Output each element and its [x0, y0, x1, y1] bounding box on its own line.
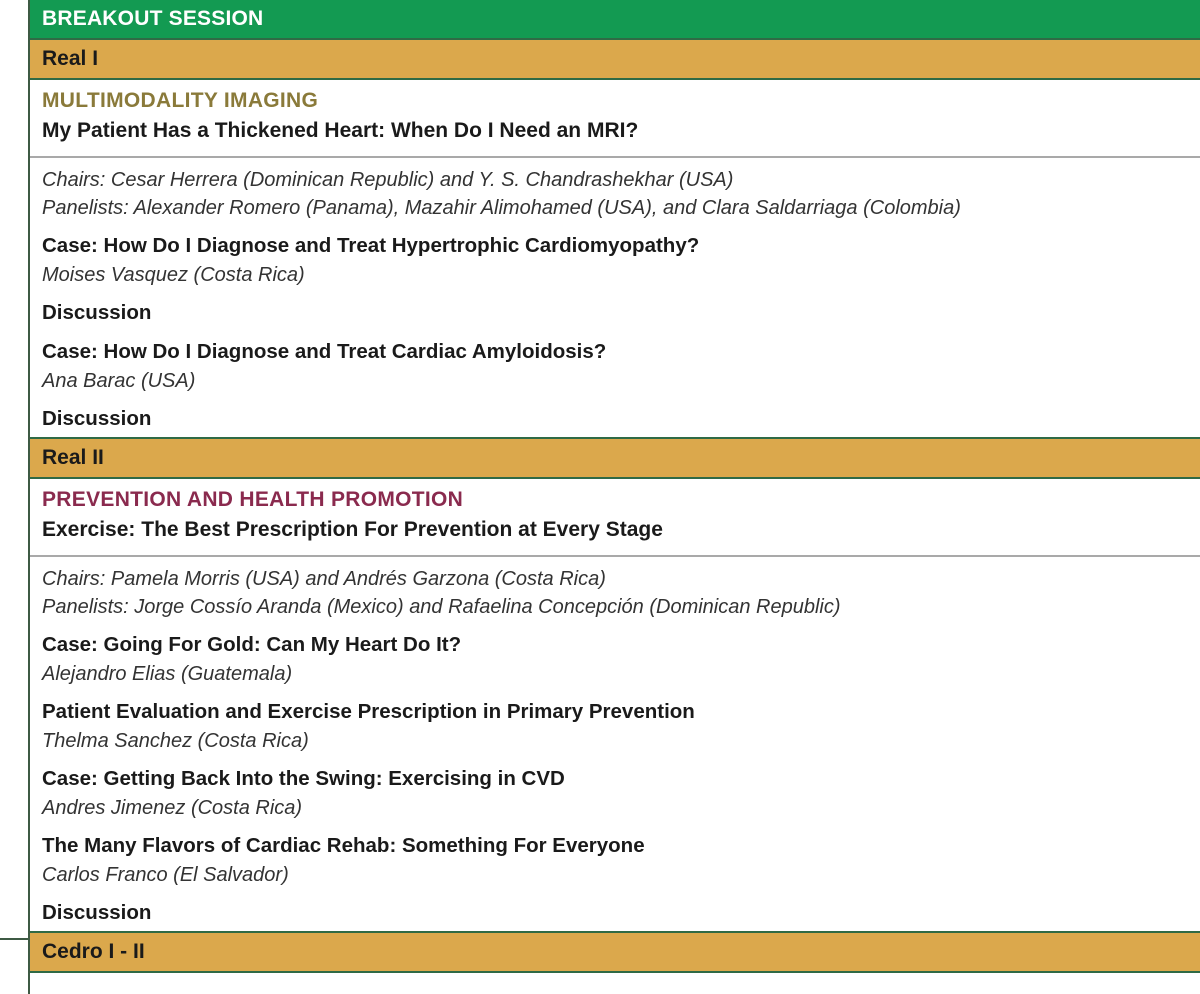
agenda-item-speaker: Moises Vasquez (Costa Rica) [42, 264, 305, 286]
session-category: PREVENTION AND HEALTH PROMOTION [42, 488, 464, 511]
session-banner: BREAKOUT SESSION [30, 0, 1200, 40]
schedule-panel [30, 0, 1200, 973]
agenda-item-title: Case: Getting Back Into the Swing: Exercising in CVD [42, 767, 565, 790]
divider [30, 156, 1200, 158]
agenda-item-speaker: Ana Barac (USA) [42, 370, 196, 392]
left-stub-divider [0, 938, 30, 940]
agenda-item-title: Case: Going For Gold: Can My Heart Do It? [42, 633, 462, 656]
agenda-item-speaker: Thelma Sanchez (Costa Rica) [42, 730, 309, 752]
agenda-item-speaker: Alejandro Elias (Guatemala) [42, 663, 293, 685]
session-category: MULTIMODALITY IMAGING [42, 89, 319, 112]
agenda-item-speaker: Andres Jimenez (Costa Rica) [42, 797, 303, 819]
chairs-line: Chairs: Pamela Morris (USA) and Andrés Garzona (Costa Rica) [42, 568, 606, 590]
agenda-item-title: The Many Flavors of Cardiac Rehab: Something For Everyone [42, 834, 645, 857]
agenda-item-title: Discussion [42, 407, 152, 430]
agenda-item-speaker: Carlos Franco (El Salvador) [42, 864, 289, 886]
room-bar-real-i: Real I [30, 40, 1200, 80]
panelists-line: Panelists: Jorge Cossío Aranda (Mexico) and Rafaelina Concepción (Dominican Republic) [42, 596, 841, 618]
panelists-line: Panelists: Alexander Romero (Panama), Mazahir Alimohamed (USA), and Clara Saldarriaga (Colombia) [42, 197, 961, 219]
session-block-prevention [30, 485, 1200, 931]
agenda-item-title: Discussion [42, 301, 152, 324]
agenda-item-title: Case: How Do I Diagnose and Treat Hypertrophic Cardiomyopathy? [42, 234, 700, 257]
session-block-imaging [30, 86, 1200, 437]
session-title: My Patient Has a Thickened Heart: When Do I Need an MRI? [42, 119, 639, 142]
room-bar-real-ii: Real II [30, 437, 1200, 479]
chairs-line: Chairs: Cesar Herrera (Dominican Republic) and Y. S. Chandrashekhar (USA) [42, 169, 734, 191]
session-title: Exercise: The Best Prescription For Prevention at Every Stage [42, 518, 663, 541]
room-bar-cedro: Cedro I - II [30, 931, 1200, 973]
agenda-item-title: Case: How Do I Diagnose and Treat Cardiac Amyloidosis? [42, 340, 607, 363]
agenda-item-title: Discussion [42, 901, 152, 924]
agenda-item-title: Patient Evaluation and Exercise Prescription in Primary Prevention [42, 700, 695, 723]
divider [30, 555, 1200, 557]
